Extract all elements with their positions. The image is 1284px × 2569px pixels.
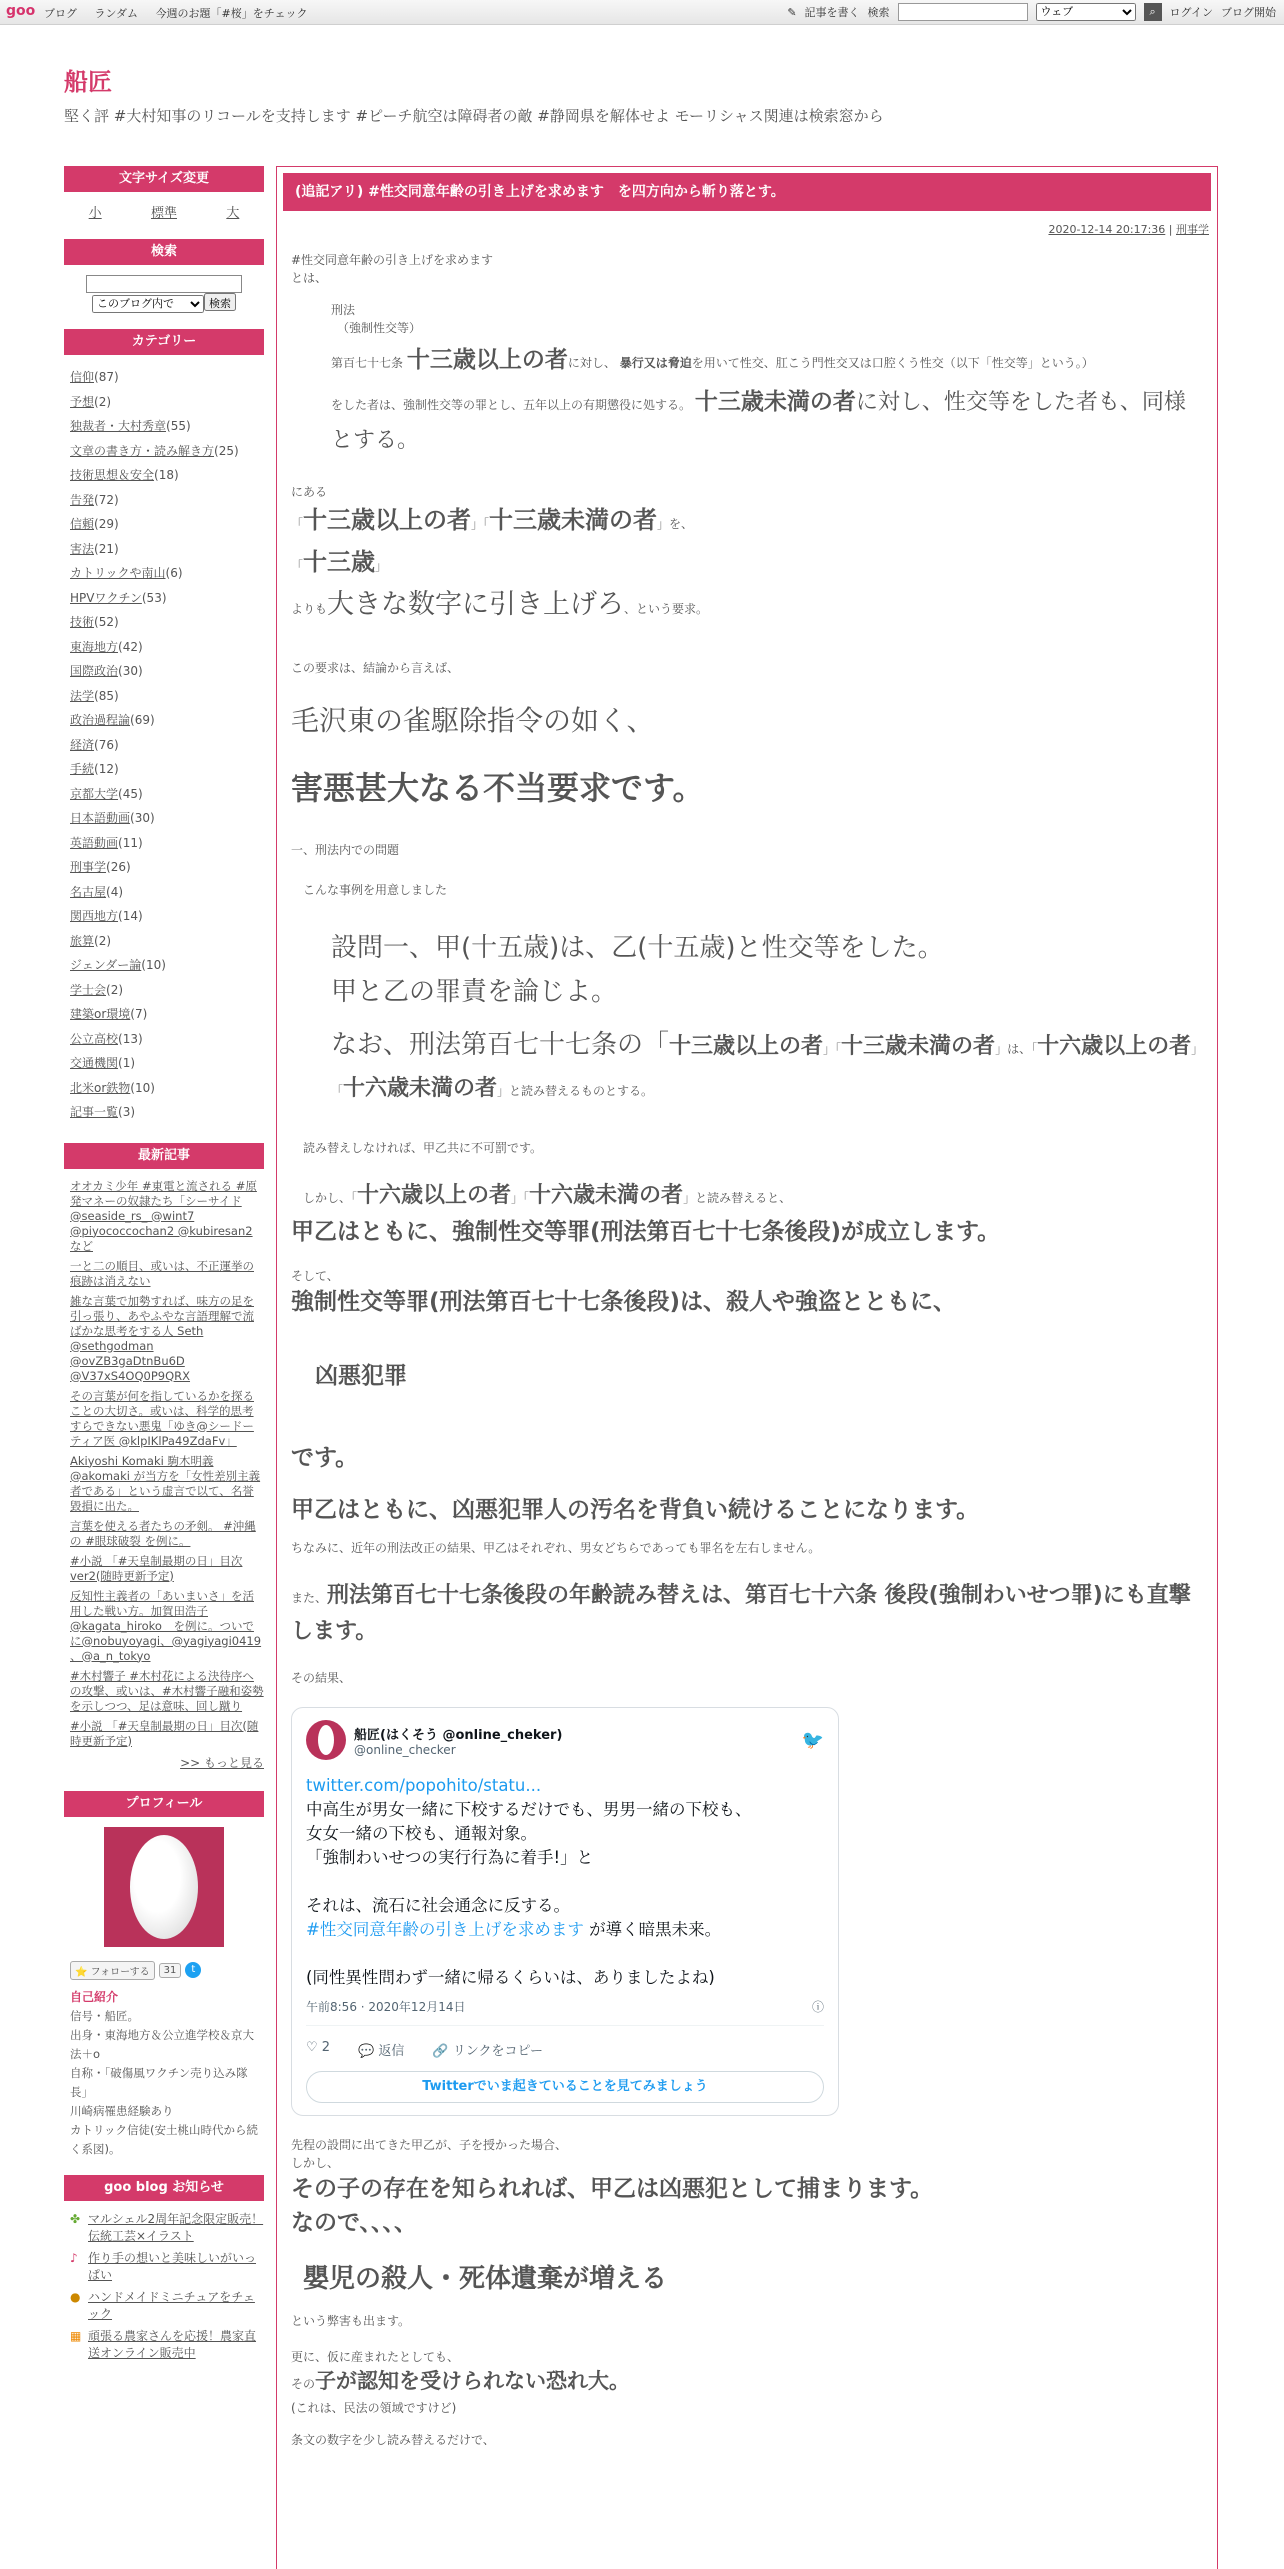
category-item[interactable] bbox=[70, 1002, 264, 1027]
recent-article-link[interactable]: Akiyoshi Komaki 駒木明義 @akomaki が当方を「女性差別主義者である」という虚言で以て、名誉毀損に出た。 bbox=[70, 1453, 261, 1513]
category-count: (13) bbox=[118, 1031, 143, 1046]
notice-item[interactable] bbox=[70, 2328, 264, 2362]
category-name: 政治過程論 bbox=[70, 713, 131, 727]
tweet-text: twitter.com/popohito/statu... 中高生が男女一緒に下校するだけでも、男男一緒の下校も、 女女一緒の下校も、通報対象。 「強制わいせつの実行行為に着手!」と それは、流石に社会通念に反する。 #性交同意年齢の引き上げを求めます が導く暗黒未来。 (同性異性問わず一緒に帰るくらいは、ありましたよね) bbox=[306, 1774, 824, 1990]
notice-item[interactable] bbox=[70, 2289, 264, 2323]
font-size-large[interactable]: 大 bbox=[226, 206, 240, 221]
clover-icon: ✤ bbox=[70, 2211, 81, 2226]
follow-button[interactable]: ⭐ フォローする bbox=[70, 1961, 155, 1980]
tweet-avatar[interactable] bbox=[306, 1720, 346, 1760]
category-count: (10) bbox=[141, 958, 166, 972]
tweet-line: 中高生が男女一緒に下校するだけでも、男男一緒の下校も、 bbox=[306, 1800, 752, 1819]
top-navigation-bar bbox=[0, 0, 1284, 25]
text-emphasis: 十三歳以上の者 bbox=[303, 506, 472, 534]
recent-article-link[interactable]: #木村響子 #木村花による決待序への攻撃、或いは、#木村響子融和姿勢を示しつつ、足は意味、回し蹴り bbox=[70, 1668, 264, 1713]
font-size-heading: 文字サイズ変更 bbox=[64, 166, 264, 192]
text-large: 毛沢東の雀駆除指令の如く、 bbox=[291, 704, 655, 737]
reply-icon: 💬 bbox=[358, 2044, 375, 2059]
text-emphasis: 十三歳 bbox=[303, 548, 376, 576]
notice-heading: goo blog お知らせ bbox=[64, 2175, 264, 2201]
category-count: (30) bbox=[118, 664, 143, 678]
tweet-author-name[interactable]: 船匠(はくそう @online_cheker) bbox=[354, 1727, 563, 1743]
category-name: 記事一覧 bbox=[70, 1105, 119, 1119]
law-name: 刑法 bbox=[331, 303, 356, 317]
recent-heading: 最新記事 bbox=[64, 1143, 264, 1169]
text-headline: 嬰児の殺人・死体遺棄が増える bbox=[303, 2264, 668, 2294]
category-item[interactable] bbox=[70, 1076, 264, 1101]
text: 読み替えしなければ、甲乙共に不可罰です。 bbox=[303, 1141, 543, 1155]
tweet-timestamp-row bbox=[306, 1998, 824, 2015]
notice-text: マルシェル2周年記念限定販売！伝統工芸×イラスト bbox=[88, 2211, 264, 2243]
more-articles-link[interactable]: >> もっと見る bbox=[180, 1755, 264, 1770]
embedded-tweet[interactable] bbox=[291, 1707, 839, 2116]
category-name: 文章の書き方・読み解き方 bbox=[70, 443, 215, 458]
category-count: (29) bbox=[94, 517, 119, 531]
category-count: (3) bbox=[118, 1105, 136, 1119]
category-item[interactable] bbox=[70, 733, 264, 758]
category-name: 北米or鉄物 bbox=[70, 1080, 131, 1095]
category-count: (53) bbox=[141, 590, 167, 605]
top-right-tools bbox=[787, 3, 1276, 21]
category-name: 法学 bbox=[70, 688, 95, 703]
category-item[interactable] bbox=[70, 365, 264, 390]
blog-search-button[interactable]: 検索 bbox=[204, 293, 236, 311]
category-count: (69) bbox=[130, 713, 155, 727]
recent-articles-list bbox=[70, 1179, 264, 1749]
category-count: (45) bbox=[118, 786, 143, 801]
category-name: 国際政治 bbox=[70, 664, 119, 678]
category-item[interactable] bbox=[70, 488, 264, 513]
text: にある bbox=[291, 485, 328, 499]
category-name: 旅算 bbox=[70, 933, 95, 948]
text-bold: 甲乙はともに、凶悪犯罪人の汚名を背負い続けることになります。 bbox=[291, 1497, 980, 1523]
category-item[interactable] bbox=[70, 684, 264, 709]
category-item[interactable] bbox=[70, 782, 264, 807]
category-item[interactable] bbox=[70, 1027, 264, 1052]
blog-start-link[interactable]: ブログ開始 bbox=[1221, 6, 1276, 19]
category-count: (14) bbox=[118, 909, 143, 923]
category-item[interactable] bbox=[70, 586, 264, 611]
section-heading: 一、刑法内での問題 bbox=[291, 843, 400, 857]
category-count: (42) bbox=[118, 639, 143, 654]
category-count: (25) bbox=[214, 443, 239, 458]
law-subtitle: （強制性交等） bbox=[337, 321, 422, 335]
text-line: しかし、「十六歳以上の者」「十六歳未満の者」と読み替えると、 bbox=[303, 1183, 792, 1208]
category-name: 害法 bbox=[70, 541, 95, 556]
tweet-link[interactable]: twitter.com/popohito/statu... bbox=[306, 1776, 542, 1795]
category-item[interactable] bbox=[70, 512, 264, 537]
category-item[interactable] bbox=[70, 953, 264, 978]
quote-line: よりも大きな数字に引き上げろ、という要求。 bbox=[291, 589, 709, 620]
category-count: (4) bbox=[106, 884, 124, 899]
cookie-icon: ● bbox=[70, 2289, 81, 2304]
category-item[interactable] bbox=[70, 610, 264, 635]
link-weekly-topic[interactable]: 今週のお題「#桜」をチェック bbox=[155, 7, 308, 20]
text-emphasis: 十三歳未満の者 bbox=[489, 506, 658, 534]
notice-text: ハンドメイドミニチュアをチェック bbox=[88, 2289, 255, 2321]
blog-search-input[interactable] bbox=[86, 275, 242, 293]
text: とは、 bbox=[291, 271, 328, 285]
grid-icon: ▦ bbox=[70, 2328, 82, 2343]
quote-line: 「十三歳」 bbox=[291, 548, 388, 576]
intro-line: 自称・「破傷風ワクチン売り込み隊長」 bbox=[70, 2065, 248, 2099]
article-title[interactable]: (追記アリ) #性交同意年齢の引き上げを求めます を四方向から斬り落とす。 bbox=[283, 173, 1211, 211]
text-headline: 害悪甚大なる不当要求です。 bbox=[291, 769, 705, 807]
notice-text: 作り手の想いと美味しいがいっぱい bbox=[88, 2250, 257, 2282]
category-count: (10) bbox=[130, 1080, 155, 1095]
search-scope-select[interactable] bbox=[1036, 3, 1136, 21]
category-name: 東海地方 bbox=[70, 639, 119, 654]
text-emphasis: 大きな数字に引き上げろ bbox=[327, 589, 625, 620]
category-name: ジェンダー論 bbox=[70, 958, 142, 972]
category-item[interactable] bbox=[70, 708, 264, 733]
category-item[interactable] bbox=[70, 978, 264, 1003]
notice-item[interactable] bbox=[70, 2250, 264, 2284]
category-name: 予想 bbox=[70, 394, 95, 409]
text: この要求は、結論から言えば、 bbox=[291, 661, 460, 675]
category-count: (1) bbox=[118, 1056, 136, 1070]
category-name: 技術思想＆安全 bbox=[70, 468, 155, 482]
tweet-hashtag[interactable]: #性交同意年齢の引き上げを求めます bbox=[306, 1920, 584, 1939]
category-count: (72) bbox=[94, 492, 119, 507]
profile-avatar bbox=[104, 1827, 224, 1947]
info-icon[interactable]: ⓘ bbox=[811, 2000, 824, 2014]
category-item[interactable] bbox=[70, 806, 264, 831]
sidebar bbox=[64, 166, 264, 2367]
text-bold: です。 bbox=[291, 1445, 359, 1471]
link-random[interactable]: ランダム bbox=[94, 7, 139, 20]
category-heading: カテゴリー bbox=[64, 329, 264, 355]
category-item[interactable] bbox=[70, 659, 264, 684]
category-name: 名古屋 bbox=[70, 884, 107, 899]
text-bold: 強制性交等罪(刑法第百七十七条後段)は、殺人や強盗とともに、 bbox=[291, 1289, 957, 1315]
text: に対し、性交等をした者も、同様とする。 bbox=[331, 390, 1186, 453]
question-line: 甲と乙の罪責を論じよ。 bbox=[331, 977, 618, 1007]
write-article-link[interactable]: 記事を書く bbox=[804, 6, 860, 19]
category-name: カトリックや南山 bbox=[70, 566, 166, 580]
text: こんな事例を用意しました bbox=[303, 883, 448, 897]
category-item[interactable] bbox=[70, 757, 264, 782]
category-item[interactable] bbox=[70, 439, 264, 464]
follow-count: 31 bbox=[159, 1963, 182, 1978]
category-name: 関西地方 bbox=[70, 909, 119, 923]
search-icon[interactable]: ⌕ bbox=[1144, 3, 1162, 21]
category-count: (52) bbox=[94, 615, 119, 629]
category-count: (2) bbox=[106, 982, 124, 997]
article-body bbox=[277, 251, 1217, 2449]
blog-search bbox=[64, 275, 264, 313]
category-name: 京都大学 bbox=[70, 786, 119, 801]
hashtag-text: #性交同意年齢の引き上げを求めます bbox=[291, 253, 494, 267]
text-line: その子が認知を受けられない恐れ大。 bbox=[291, 2369, 631, 2393]
notice-text: 頑張る農家さんを応援！農家直送オンライン販売中 bbox=[88, 2328, 257, 2360]
category-name: 告発 bbox=[70, 492, 95, 507]
category-item[interactable] bbox=[70, 1100, 264, 1125]
top-links bbox=[44, 5, 321, 21]
category-item[interactable] bbox=[70, 929, 264, 954]
tweet-author-handle[interactable]: @online_checker bbox=[354, 1742, 456, 1757]
text-bold: 甲乙はともに、強制性交等罪(刑法第百七十七条後段)が成立します。 bbox=[291, 1219, 1001, 1245]
text: しかし、 bbox=[291, 2156, 340, 2170]
category-name: 英語動画 bbox=[70, 835, 119, 850]
category-name: 経済 bbox=[70, 737, 95, 752]
category-name: HPVワクチン bbox=[70, 590, 142, 605]
text: 先程の設問に出てきた甲乙が、子を授かった場合、 bbox=[291, 2138, 568, 2152]
question-note: なお、刑法第百七十七条の「十三歳以上の者」「十三歳未満の者」は、「十六歳以上の者」「十六歳未満の者」と読み替えるものとする。 bbox=[331, 1030, 1198, 1101]
category-count: (21) bbox=[94, 541, 119, 556]
link-blog[interactable]: ブログ bbox=[44, 7, 77, 20]
text: そして、 bbox=[291, 1269, 339, 1283]
text-bold: なので、、、、 bbox=[291, 2210, 418, 2236]
intro-text bbox=[70, 2007, 264, 2159]
intro-line: 出身・東海地方＆公立進学校＆京大法＋ο bbox=[70, 2027, 254, 2061]
recent-article-link[interactable]: 雑な言葉で加勢すれば、味方の足を引っ張り、あやふやな言語理解で流ばかな思考をする人 Seth @sethgodman @ovZB3gaDtnBu6D @V37xS4OQ0P9QRX bbox=[70, 1293, 254, 1383]
text-line: また、刑法第百七十七条後段の年齢読み替えは、第百七十六条 後段(強制わいせつ罪)にも直撃します。 bbox=[291, 1583, 1191, 1644]
blog-description: 堅く評 #大村知事のリコールを支持します #ピーチ航空は障碍者の敵 #静岡県を解体せよ モーリシャス関連は検索窓から bbox=[64, 107, 884, 125]
font-size-normal[interactable]: 標準 bbox=[150, 206, 177, 221]
tweet-line: (同性異性問わず一緒に帰るくらいは、ありましたよね) bbox=[306, 1968, 715, 1987]
text: 更に、仮に産まれたとしても、 bbox=[291, 2350, 460, 2364]
text: に対し、 bbox=[567, 356, 616, 370]
recent-article-link[interactable]: #小説 「#天皇制最期の日」目次(随時更新予定) bbox=[70, 1718, 259, 1748]
category-item[interactable] bbox=[70, 831, 264, 856]
text-bold: 凶悪犯罪 bbox=[315, 1363, 407, 1389]
quote-line: 「十三歳以上の者」「十三歳未満の者」を、 bbox=[291, 506, 694, 534]
recent-article-link[interactable]: 一と二の順目、或いは、不正運挙の痕跡は消えない bbox=[70, 1258, 254, 1288]
intro-line: 川崎病罹患経験あり bbox=[70, 2103, 174, 2118]
category-count: (11) bbox=[118, 835, 143, 850]
category-item[interactable] bbox=[70, 855, 264, 880]
category-count: (2) bbox=[94, 933, 112, 948]
category-name: 日本語動画 bbox=[70, 811, 131, 825]
category-item[interactable] bbox=[70, 635, 264, 660]
text: その結果、 bbox=[291, 1671, 352, 1685]
category-item[interactable] bbox=[70, 537, 264, 562]
category-count: (18) bbox=[154, 468, 179, 482]
category-name: 刑事学 bbox=[70, 860, 107, 874]
recent-article-link[interactable]: 言葉を使える者たちの矛剣。 #沖縄 の #眼球破裂 を例に。 bbox=[70, 1518, 256, 1548]
intro-line: カトリック信徒(安土桃山時代から続く系図)。 bbox=[70, 2122, 259, 2156]
reply-button[interactable]: 💬 返信 bbox=[358, 2044, 405, 2059]
search-heading: 検索 bbox=[64, 239, 264, 265]
category-count: (30) bbox=[130, 811, 155, 825]
law-article bbox=[331, 345, 1203, 378]
profile-heading: プロフィール bbox=[64, 1791, 264, 1817]
text: (これは、民法の領域ですけど) bbox=[291, 2401, 457, 2415]
text: をした者は、強制性交等の罪とし、五年以上の有期懲役に処する。 bbox=[331, 398, 692, 412]
category-item[interactable] bbox=[70, 414, 264, 439]
tweet-line: 女女一緒の下校も、通報対象。 bbox=[306, 1824, 537, 1843]
category-count: (76) bbox=[94, 737, 119, 752]
link-icon: 🔗 bbox=[432, 2044, 449, 2059]
text: 第百七十七条 bbox=[331, 356, 404, 370]
blog-header bbox=[64, 62, 1214, 126]
pencil-icon: ✎ bbox=[787, 5, 797, 19]
text: 条文の数字を少し読み替えるだけで、 bbox=[291, 2433, 495, 2447]
top-search-input[interactable] bbox=[898, 3, 1028, 21]
category-name: 独裁者・大村秀章 bbox=[70, 419, 167, 433]
category-item[interactable] bbox=[70, 1051, 264, 1076]
category-name: 技術 bbox=[70, 615, 95, 629]
recent-article-link[interactable]: 反知性主義者の「あいまいさ」を活用した戦い方。加賀田浩子 @kagata_hiroko を例に。ついでに@nobuyoyagi、@yagiyagi0419 、@a_n_tokyo bbox=[70, 1588, 262, 1663]
login-link[interactable]: ログイン bbox=[1169, 6, 1213, 19]
category-name: 信仰 bbox=[70, 370, 95, 384]
article bbox=[276, 166, 1218, 2569]
tweet-actions bbox=[306, 2040, 824, 2059]
text-emphasis: 十三歳以上の者 bbox=[406, 347, 568, 373]
recent-article-link[interactable]: オオカミ少年 #東電と流される #原発マネーの奴隷たち「シーサイド @seaside_rs_ @wint7 @piyococcochan2 @kubiresan2 など bbox=[70, 1178, 257, 1253]
intro-line: 信号・船匠。 bbox=[70, 2008, 139, 2023]
category-name: 信頼 bbox=[70, 517, 95, 531]
follow-widget bbox=[70, 1961, 264, 1980]
goo-logo[interactable]: goo bbox=[6, 3, 36, 19]
notice-list bbox=[70, 2211, 264, 2362]
music-note-icon: ♪ bbox=[70, 2250, 78, 2265]
category-item[interactable] bbox=[70, 390, 264, 415]
category-item[interactable] bbox=[70, 561, 264, 586]
category-list bbox=[70, 365, 264, 1125]
category-item[interactable] bbox=[70, 904, 264, 929]
font-size-small[interactable]: 小 bbox=[88, 206, 102, 221]
copy-link-button[interactable]: 🔗 リンクをコピー bbox=[432, 2044, 543, 2059]
article-date[interactable]: 2020-12-14 20:17:36 bbox=[1048, 223, 1166, 236]
text: を用いて性交、肛こう門性交又は口腔くう性交（以下「性交等」という。） bbox=[691, 356, 1094, 370]
text-bold: その子の存在を知られれば、甲乙は凶悪犯として捕まります。 bbox=[291, 2176, 934, 2202]
category-name: 学士会 bbox=[70, 982, 107, 997]
heart-icon: ♡ bbox=[306, 2040, 318, 2055]
intro-heading: 自己紹介 bbox=[70, 1989, 119, 2004]
tweet-timestamp[interactable]: 午前8:56 · 2020年12月14日 bbox=[306, 2000, 466, 2014]
text: ちなみに、近年の刑法改正の結果、甲乙はそれぞれ、男女どちらであっても罪名を左右しません。 bbox=[291, 1541, 821, 1555]
blog-search-scope[interactable] bbox=[92, 295, 204, 313]
category-name: 公立高校 bbox=[70, 1031, 119, 1046]
category-count: (7) bbox=[130, 1007, 148, 1021]
article-category[interactable]: 刑事学 bbox=[1176, 223, 1209, 236]
notice-item[interactable] bbox=[70, 2211, 264, 2245]
category-count: (87) bbox=[94, 370, 119, 384]
article-meta: 2020-12-14 20:17:36 | 刑事学 bbox=[1048, 223, 1209, 236]
twitter-icon[interactable]: t bbox=[185, 1962, 201, 1978]
tweet-cta-button[interactable]: Twitterでいま起きていることを見てみましょう bbox=[306, 2071, 824, 2103]
category-count: (85) bbox=[94, 688, 119, 703]
blog-title[interactable]: 船匠 bbox=[64, 67, 112, 96]
twitter-bird-icon[interactable]: 🐦 bbox=[801, 1729, 824, 1751]
tweet-header bbox=[306, 1720, 824, 1760]
tweet-line: 「強制わいせつの実行行為に着手!」と bbox=[306, 1848, 594, 1867]
tweet-line: それは、流石に社会通念に反する。 bbox=[306, 1896, 570, 1915]
category-count: (26) bbox=[106, 860, 131, 874]
question-line: 設問一、甲(十五歳)は、乙(十五歳)と性交等をした。 bbox=[331, 933, 944, 963]
category-count: (2) bbox=[94, 394, 112, 409]
category-count: (12) bbox=[94, 762, 119, 776]
category-name: 建築or環境 bbox=[70, 1007, 131, 1021]
like-button[interactable]: ♡ 2 bbox=[306, 2040, 331, 2055]
category-item[interactable] bbox=[70, 463, 264, 488]
recent-article-link[interactable]: #小説 「#天皇制最期の日」目次 ver2(随時更新予定) bbox=[70, 1553, 243, 1583]
recent-article-link[interactable]: その言葉が何を指しているかを探ることの大切さ。或いは、科学的思考すらできない悪鬼「ゆき@シードーティア医 @klpIKlPa49ZdaFv」 bbox=[70, 1388, 254, 1448]
law-article-cont bbox=[331, 384, 1203, 461]
category-item[interactable] bbox=[70, 880, 264, 905]
font-size-options bbox=[64, 202, 264, 221]
category-count: (6) bbox=[165, 566, 183, 580]
category-name: 交通機関 bbox=[70, 1056, 119, 1070]
text: という弊害も出ます。 bbox=[291, 2314, 411, 2328]
category-count: (55) bbox=[166, 419, 191, 433]
text-emphasis: 暴行又は脅迫 bbox=[619, 356, 692, 370]
search-label: 検索 bbox=[867, 6, 890, 19]
text-emphasis: 十三歳未満の者 bbox=[694, 389, 856, 415]
category-name: 手続 bbox=[70, 762, 95, 776]
